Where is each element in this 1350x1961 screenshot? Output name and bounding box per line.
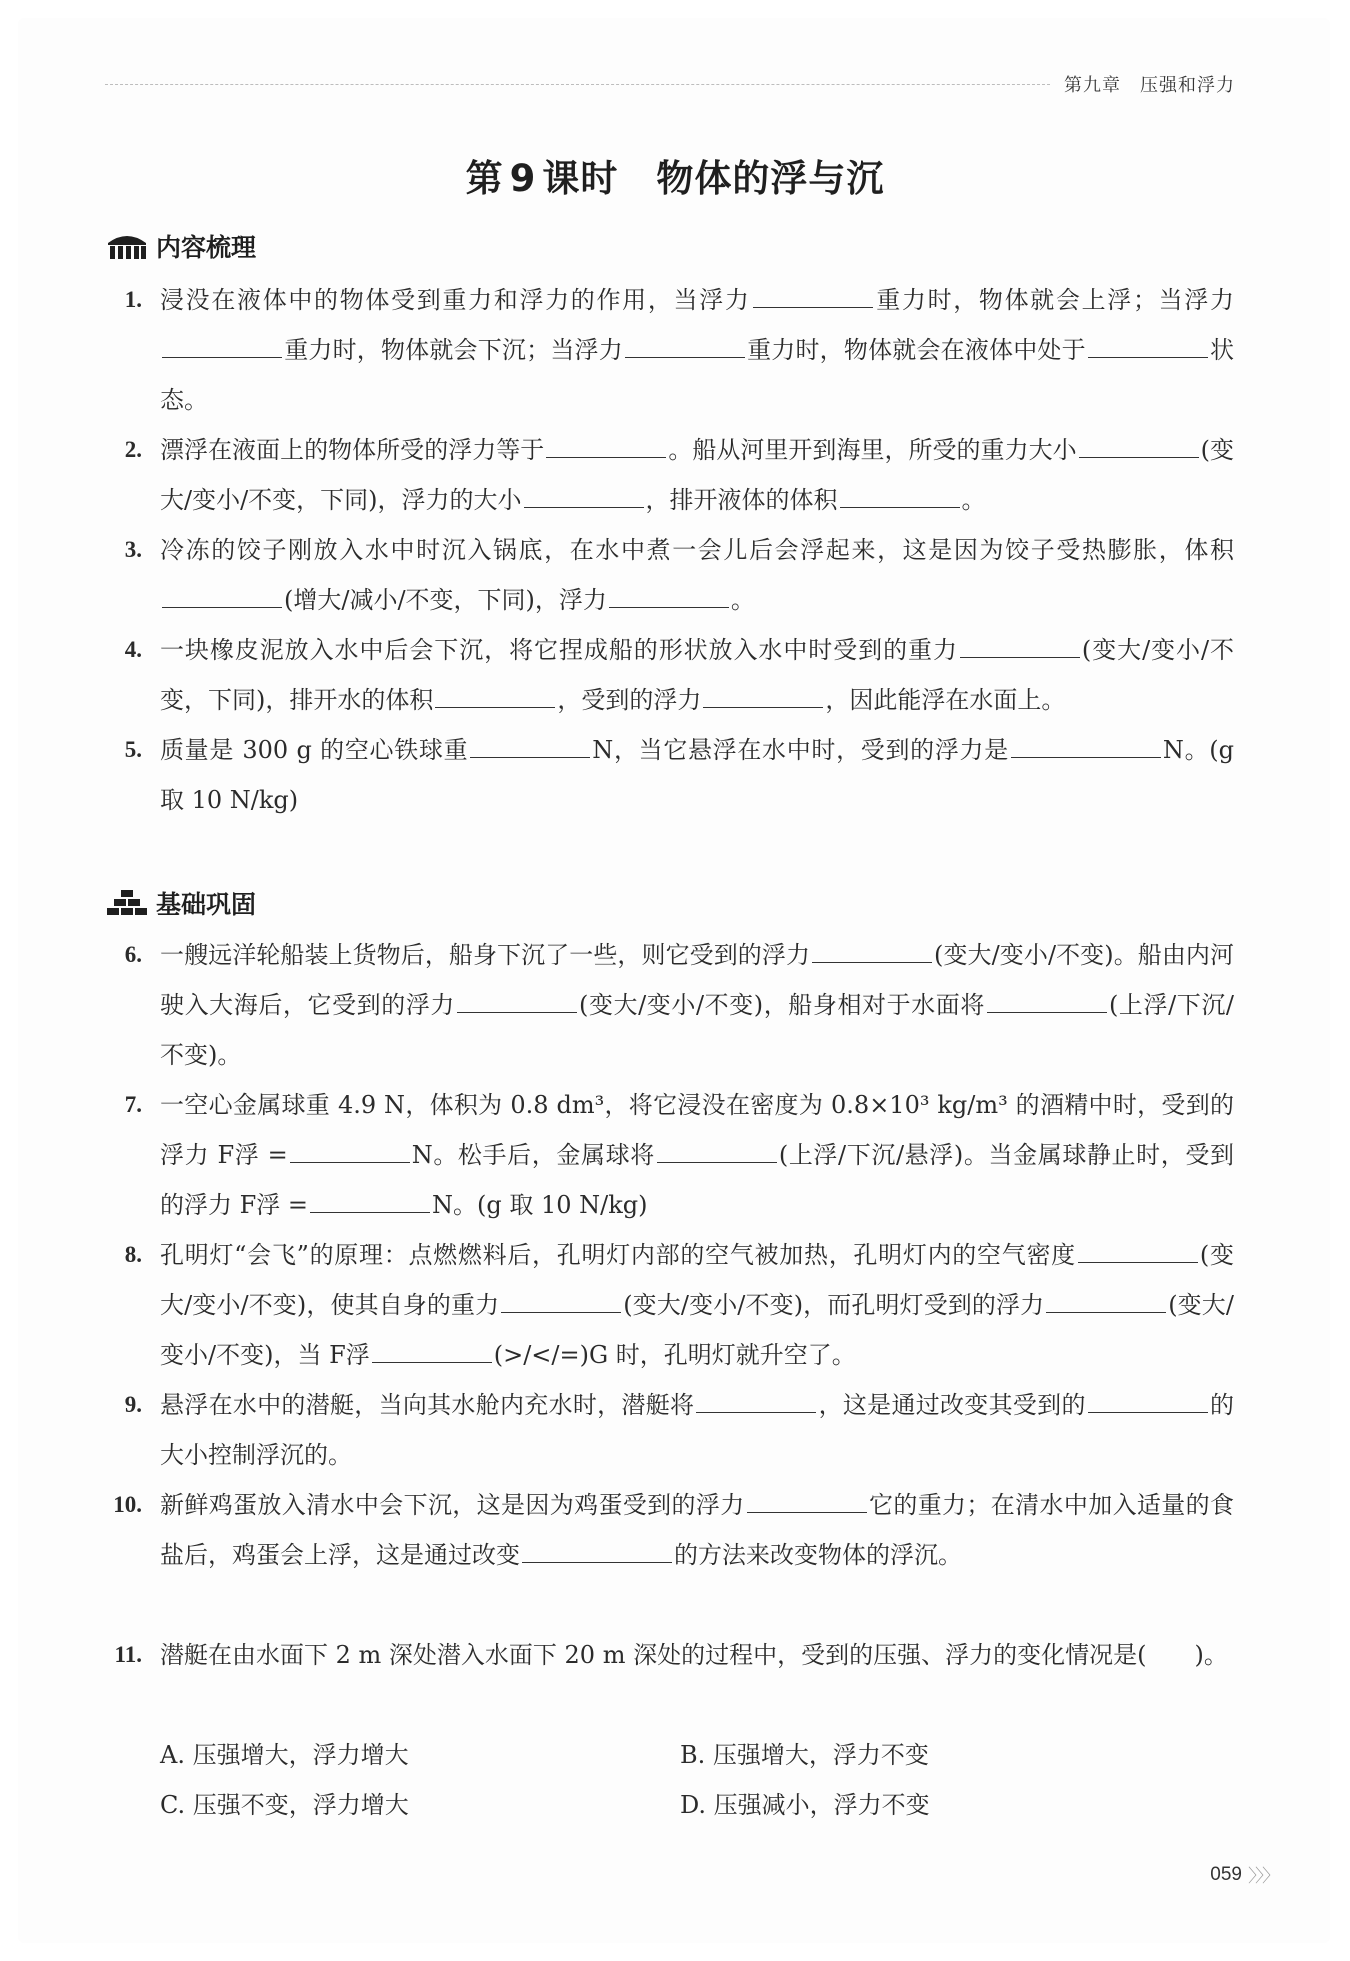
option-c[interactable]: C. 压强不变，浮力增大 [160,1791,409,1819]
answer-blank[interactable] [546,431,666,458]
bricks-icon [106,888,148,918]
answer-blank[interactable] [310,1186,430,1213]
section-basic-heading [106,885,256,921]
question-4 [112,625,1234,725]
answer-blank[interactable] [457,986,577,1013]
answer-blank[interactable] [1088,331,1208,358]
question-text: (变大/变小/不变)，船身相对于水面将 [579,991,985,1019]
section-basic-title: 基础巩固 [156,890,257,919]
header-rule [105,84,1050,85]
question-number: 11. [114,1642,142,1667]
question-text: ，排开液体的体积 [645,486,838,514]
answer-blank[interactable] [747,1486,867,1513]
question-6 [112,930,1234,1080]
question-text: (变大/变小/不变，下同)，排开水的体积 [160,636,1234,714]
answer-blank[interactable] [372,1336,492,1363]
question-number: 3. [124,537,142,562]
question-text: 的大小控制浮沉的。 [160,1391,1235,1469]
question-text: (变大/变小/不变)，而孔明灯受到的浮力 [623,1291,1045,1319]
question-text: 一块橡皮泥放入水中后会下沉，将它捏成船的形状放入水中时受到的重力 [160,636,958,664]
question-text: N。(g 取 10 N/kg) [160,736,1242,814]
question-9 [112,1380,1234,1480]
question-3 [112,525,1234,625]
page-number: 059 [1210,1864,1242,1885]
question-text: 悬浮在水中的潜艇，当向其水舱内充水时，潜艇将 [160,1391,695,1419]
question-2 [112,425,1234,525]
lesson-title [0,148,1350,202]
question-text: 的方法来改变物体的浮沉。 [674,1541,962,1569]
question-number: 4. [124,637,142,662]
answer-blank[interactable] [522,1536,672,1563]
question-text: 。 [730,586,755,614]
question-text: (增大/减小/不变，下同)，浮力 [284,586,607,614]
answer-blank[interactable] [753,281,873,308]
question-number: 7. [124,1092,142,1117]
question-text: 浸没在液体中的物体受到重力和浮力的作用，当浮力 [160,286,751,314]
answer-blank[interactable] [1078,1236,1198,1263]
question-text: 重力时，物体就会在液体中处于 [746,336,1086,364]
answer-blank[interactable] [470,731,590,758]
answer-blank[interactable] [840,481,960,508]
question-8 [112,1230,1234,1380]
question-text: 潜艇在由水面下 2 m 深处潜入水面下 20 m 深处的过程中，受到的压强、浮力的变化情况是( )。 [160,1641,1228,1669]
question-text: (变大/变小/不变)。船由内河驶入大海后，它受到的浮力 [160,941,1235,1019]
question-number: 9. [124,1392,142,1417]
section-review-heading [106,228,256,264]
question-text: 。 [961,486,986,514]
question-number: 6. [124,942,142,967]
question-text: ，这是通过改变其受到的 [818,1391,1086,1419]
option-b[interactable]: B. 压强增大，浮力不变 [680,1741,929,1769]
title-number: 9 [509,157,537,200]
answer-blank[interactable] [524,481,644,508]
question-text: (>/</=)G 时，孔明灯就升空了。 [493,1341,856,1369]
question-number: 2. [124,437,142,462]
answer-blank[interactable] [162,581,282,608]
question-text: N，当它悬浮在水中时，受到的浮力是 [592,736,1009,764]
question-text: 一空心金属球重 4.9 N，体积为 0.8 dm³，将它浸没在密度为 0.8×10³ kg/m³ 的酒精中时，受到的浮力 F浮 = [160,1091,1234,1169]
question-text: 一艘远洋轮船装上货物后，船身下沉了一些，则它受到的浮力 [160,941,811,969]
question-text: (变大/变小/不变)，当 F浮 [160,1291,1234,1369]
question-number: 10. [113,1492,142,1517]
answer-blank[interactable] [625,331,745,358]
question-text: (变大/变小/不变)，使其自身的重力 [160,1241,1234,1319]
question-text: ，受到的浮力 [557,686,702,714]
title-prefix: 第 [465,157,504,200]
question-text: 新鲜鸡蛋放入清水中会下沉，这是因为鸡蛋受到的浮力 [160,1491,745,1519]
question-text: (上浮/下沉/悬浮)。当金属球静止时，受到的浮力 F浮 = [160,1141,1234,1219]
answer-blank[interactable] [812,936,932,963]
question-text: 。船从河里开到海里，所受的重力大小 [668,436,1077,464]
chapter-label: 第九章 压强和浮力 [1064,75,1235,96]
page-footer [1210,1862,1278,1888]
title-suffix: 课时 物体的浮与沉 [542,157,885,200]
question-text: 质量是 300 g 的空心铁球重 [160,736,469,764]
answer-blank[interactable] [1046,1286,1166,1313]
question-11 [112,1630,1234,1680]
answer-blank[interactable] [696,1386,816,1413]
answer-blank[interactable] [1011,731,1161,758]
option-a[interactable]: A. 压强增大，浮力增大 [160,1741,409,1769]
question-text: 孔明灯“会飞”的原理：点燃燃料后，孔明灯内部的空气被加热，孔明灯内的空气密度 [160,1241,1076,1269]
question-text: 状态。 [160,336,1235,414]
question-10 [112,1480,1234,1580]
answer-blank[interactable] [1088,1386,1208,1413]
running-header [105,64,1235,104]
question-number: 5. [124,737,142,762]
question-text: 重力时，物体就会下沉；当浮力 [284,336,623,364]
question-text: ，因此能浮在水面上。 [825,686,1066,714]
question-1 [112,275,1234,425]
question-7 [112,1080,1234,1230]
section-review-title: 内容梳理 [156,233,257,262]
question-number: 8. [124,1242,142,1267]
columns-icon [106,231,148,261]
question-text: (上浮/下沉/不变)。 [160,991,1234,1069]
answer-blank[interactable] [435,681,555,708]
answer-blank[interactable] [1079,431,1199,458]
question-text: N。(g 取 10 N/kg) [432,1191,648,1219]
answer-blank[interactable] [290,1136,410,1163]
question-text: 重力时，物体就会上浮；当浮力 [874,286,1235,314]
option-d[interactable]: D. 压强减小，浮力不变 [680,1791,930,1819]
question-text: 它的重力；在清水中加入适量的食盐后，鸡蛋会上浮，这是通过改变 [160,1491,1235,1569]
answer-blank[interactable] [987,986,1107,1013]
answer-blank[interactable] [162,331,282,358]
answer-blank[interactable] [609,581,729,608]
question-5 [112,725,1242,825]
answer-blank[interactable] [501,1286,621,1313]
question-text: 漂浮在液面上的物体所受的浮力等于 [160,436,545,464]
question-11-options [160,1730,1234,1830]
next-arrows-icon: 〉〉〉 [1248,1866,1278,1886]
question-number: 1. [124,287,142,312]
question-text: (变大/变小/不变，下同)，浮力的大小 [160,436,1235,514]
answer-blank[interactable] [960,631,1080,658]
question-text: 冷冻的饺子刚放入水中时沉入锅底，在水中煮一会儿后会浮起来，这是因为饺子受热膨胀，体积 [160,536,1234,564]
question-text: N。松手后，金属球将 [411,1141,655,1169]
answer-blank[interactable] [703,681,823,708]
answer-blank[interactable] [657,1136,777,1163]
